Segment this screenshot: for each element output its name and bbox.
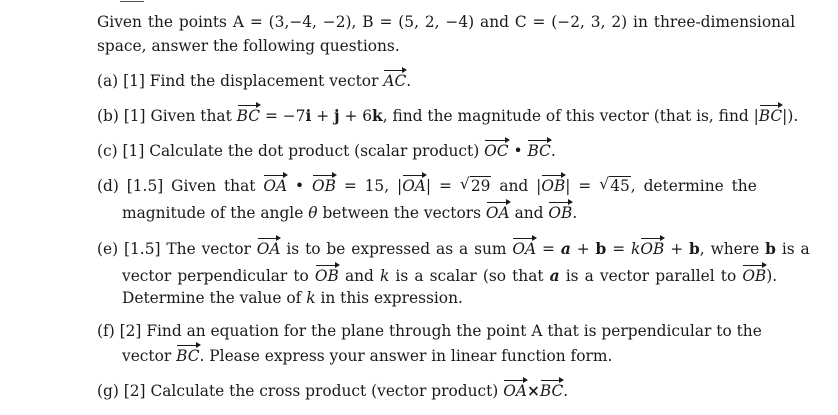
vector-bc: BC — [176, 347, 200, 365]
question-g: (g) [2] Calculate the cross product (vector product) OA×BC. — [97, 382, 569, 400]
vector-ob: OB — [640, 240, 665, 258]
intro-line-2: space, answer the following questions. — [97, 37, 400, 55]
question-f-line-2: vector BC. Please express your answer in linear function form. — [122, 347, 613, 365]
question-a-label: (a) [1] — [97, 72, 145, 90]
vector-ob: OB — [742, 267, 767, 285]
sqrt-29: √ 29 — [459, 175, 491, 195]
question-b-label: (b) [1] — [97, 107, 146, 125]
vector-ac: AC — [383, 72, 407, 90]
vector-ob-magnitude: OB — [541, 177, 566, 195]
vector-oa: OA — [485, 204, 510, 222]
question-c-label: (c) [1] — [97, 142, 145, 160]
question-e-line-2: vector perpendicular to OB and k is a scalar (so that a is a vector parallel to OB). — [122, 267, 778, 285]
question-d-line-1: (d) [1.5] Given that OA • OB = 15, |OA| = √ 29 and |OB| = √ 45, determine the — [97, 175, 757, 195]
question-a-text: Find the displacement vector — [149, 72, 379, 90]
cropped-text-fragment — [120, 0, 500, 4]
question-c: (c) [1] Calculate the dot product (scalar product) OC • BC. — [97, 142, 556, 160]
question-a: (a) [1] Find the displacement vector AC. — [97, 72, 412, 90]
vector-oa-magnitude: OA — [402, 177, 426, 195]
vector-oa: OA — [263, 177, 288, 195]
theta-symbol: θ — [308, 204, 318, 222]
question-e-line-3: Determine the value of k in this expression. — [122, 289, 463, 307]
vector-ob: OB — [548, 204, 573, 222]
vector-bc-magnitude: BC — [758, 107, 783, 125]
vector-oa: OA — [503, 382, 527, 400]
vector-ob: OB — [311, 177, 336, 195]
question-e-label: (e) [1.5] — [97, 240, 161, 258]
vector-ob: OB — [314, 267, 339, 285]
question-f-label: (f) [2] — [97, 322, 142, 340]
vector-oa: OA — [256, 240, 281, 258]
question-b: (b) [1] Given that BC = −7i + j + 6k, find the magnitude of this vector (that is, find |BC|). — [97, 107, 799, 125]
vector-bc: BC — [539, 382, 564, 400]
vector-oc: OC — [484, 142, 509, 160]
vector-oa: OA — [512, 240, 537, 258]
question-g-label: (g) [2] — [97, 382, 146, 400]
vector-bc: BC — [236, 107, 261, 125]
question-f-line-1: (f) [2] Find an equation for the plane through the point A that is perpendicular to the — [97, 322, 762, 340]
question-d-label: (d) [1.5] — [97, 177, 164, 195]
intro-line-1: Given the points A = (3,−4, −2), B = (5, 2, −4) and C = (−2, 3, 2) in three-dimensional — [97, 13, 796, 31]
question-e-line-1: (e) [1.5] The vector OA is to be expressed as a sum OA = a + b = kOB + b, where b is a — [97, 240, 810, 258]
question-d-line-2: magnitude of the angle θ between the vectors OA and OB. — [122, 204, 578, 222]
vector-bc: BC — [527, 142, 551, 160]
sqrt-45: √ 45 — [599, 175, 630, 195]
